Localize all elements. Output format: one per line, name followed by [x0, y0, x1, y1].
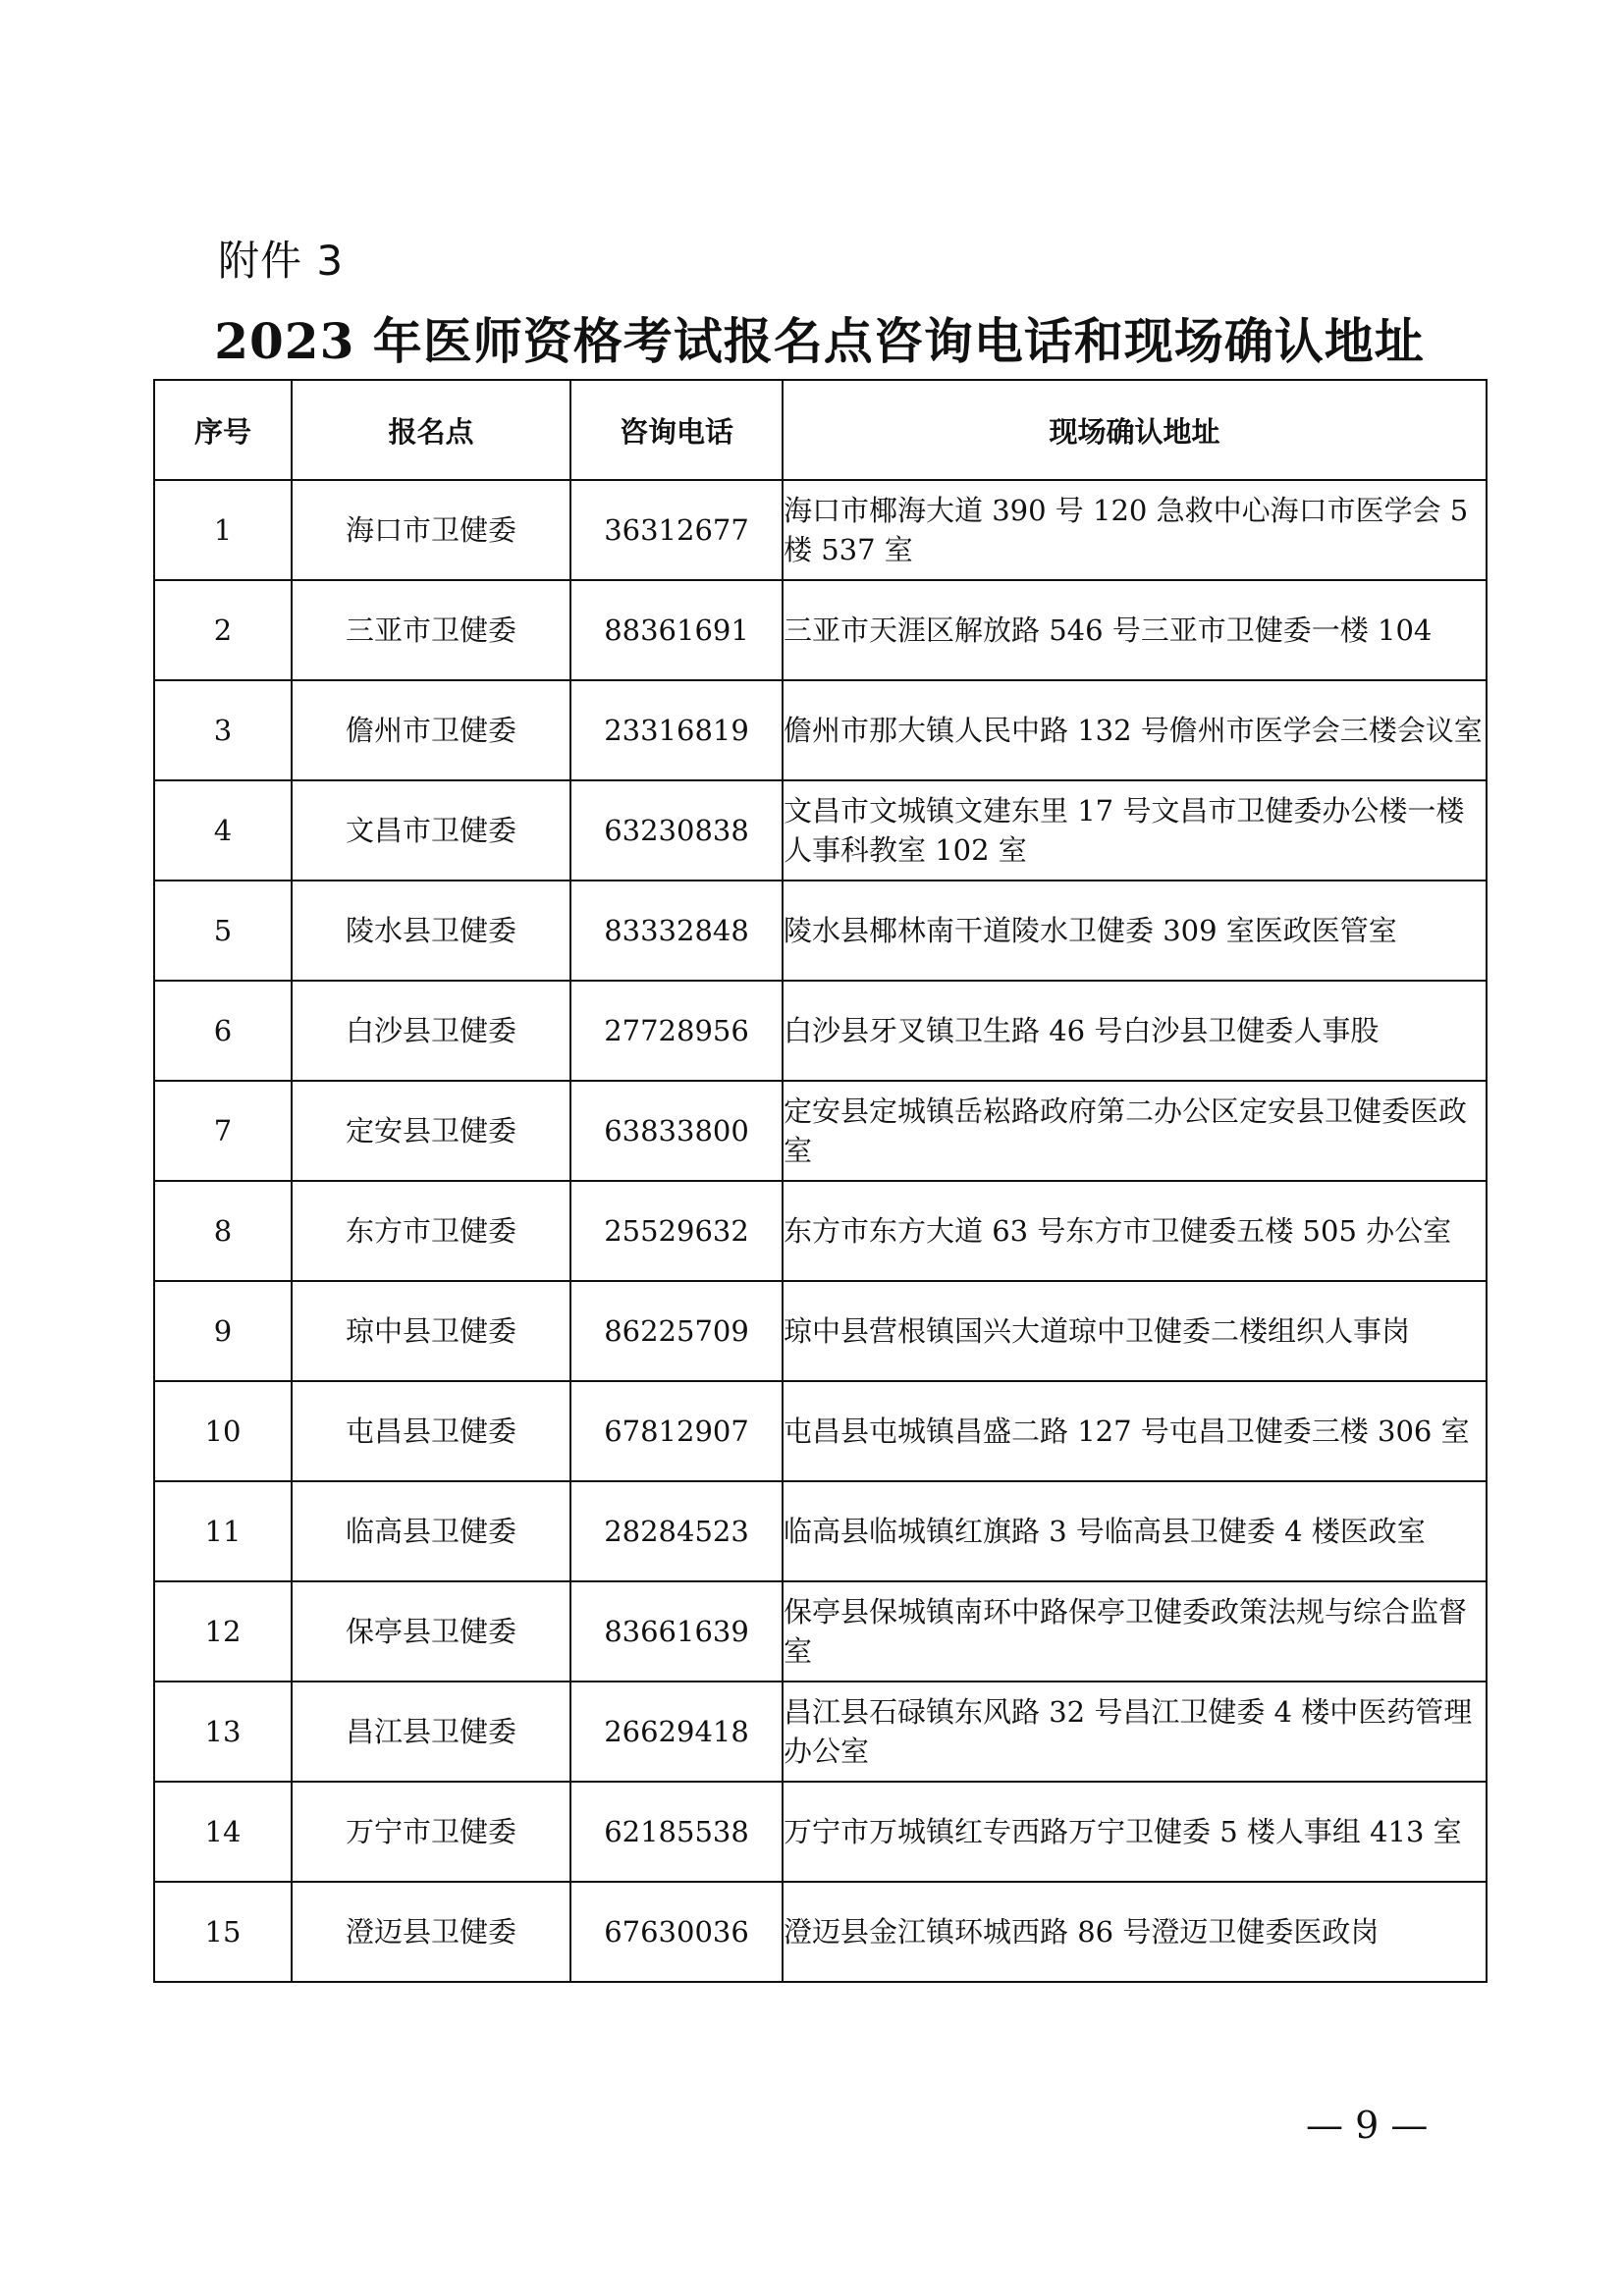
row-phone: 36312677 [570, 480, 783, 580]
row-address: 海口市椰海大道 390 号 120 急救中心海口市医学会 5 楼 537 室 [783, 480, 1487, 580]
row-site: 临高县卫健委 [292, 1481, 570, 1581]
row-phone: 26629418 [570, 1682, 783, 1782]
row-address: 琼中县营根镇国兴大道琼中卫健委二楼组织人事岗 [783, 1281, 1487, 1381]
row-no: 12 [154, 1581, 292, 1682]
table-header-row [154, 380, 1487, 480]
row-phone: 83661639 [570, 1581, 783, 1682]
table-row [154, 1381, 1487, 1481]
table-row [154, 580, 1487, 680]
row-phone: 23316819 [570, 680, 783, 780]
row-site: 定安县卫健委 [292, 1081, 570, 1181]
row-address: 东方市东方大道 63 号东方市卫健委五楼 505 办公室 [783, 1181, 1487, 1281]
row-site: 昌江县卫健委 [292, 1682, 570, 1782]
table-row [154, 1181, 1487, 1281]
row-no: 3 [154, 680, 292, 780]
table-row [154, 1782, 1487, 1882]
row-no: 5 [154, 881, 292, 981]
row-no: 15 [154, 1882, 292, 1982]
row-site: 儋州市卫健委 [292, 680, 570, 780]
row-address: 屯昌县屯城镇昌盛二路 127 号屯昌卫健委三楼 306 室 [783, 1381, 1487, 1481]
row-phone: 67812907 [570, 1381, 783, 1481]
row-phone: 25529632 [570, 1181, 783, 1281]
row-phone: 83332848 [570, 881, 783, 981]
header-no: 序号 [154, 380, 292, 480]
row-phone: 86225709 [570, 1281, 783, 1381]
table-row [154, 1682, 1487, 1782]
table-row [154, 881, 1487, 981]
row-address: 陵水县椰林南干道陵水卫健委 309 室医政医管室 [783, 881, 1487, 981]
row-phone: 88361691 [570, 580, 783, 680]
table-row [154, 1081, 1487, 1181]
row-address: 文昌市文城镇文建东里 17 号文昌市卫健委办公楼一楼人事科教室 102 室 [783, 780, 1487, 881]
row-address: 保亭县保城镇南环中路保亭卫健委政策法规与综合监督室 [783, 1581, 1487, 1682]
row-no: 4 [154, 780, 292, 881]
table-row [154, 1481, 1487, 1581]
row-no: 1 [154, 480, 292, 580]
row-address: 昌江县石碌镇东风路 32 号昌江卫健委 4 楼中医药管理办公室 [783, 1682, 1487, 1782]
row-site: 文昌市卫健委 [292, 780, 570, 881]
row-address: 三亚市天涯区解放路 546 号三亚市卫健委一楼 104 [783, 580, 1487, 680]
row-address: 定安县定城镇岳崧路政府第二办公区定安县卫健委医政室 [783, 1081, 1487, 1181]
row-no: 7 [154, 1081, 292, 1181]
row-site: 海口市卫健委 [292, 480, 570, 580]
registration-sites-table [153, 379, 1488, 1983]
document-title: 2023 年医师资格考试报名点咨询电话和现场确认地址 [214, 312, 1425, 370]
page-number: — 9 — [1306, 2104, 1429, 2147]
row-site: 万宁市卫健委 [292, 1782, 570, 1882]
row-address: 临高县临城镇红旗路 3 号临高县卫健委 4 楼医政室 [783, 1481, 1487, 1581]
header-site: 报名点 [292, 380, 570, 480]
table-row [154, 1882, 1487, 1982]
table-row [154, 680, 1487, 780]
row-no: 10 [154, 1381, 292, 1481]
row-site: 陵水县卫健委 [292, 881, 570, 981]
attachment-label: 附件 3 [218, 237, 345, 285]
row-phone: 27728956 [570, 981, 783, 1081]
row-site: 保亭县卫健委 [292, 1581, 570, 1682]
row-phone: 67630036 [570, 1882, 783, 1982]
row-phone: 63230838 [570, 780, 783, 881]
row-no: 13 [154, 1682, 292, 1782]
row-address: 万宁市万城镇红专西路万宁卫健委 5 楼人事组 413 室 [783, 1782, 1487, 1882]
row-address: 儋州市那大镇人民中路 132 号儋州市医学会三楼会议室 [783, 680, 1487, 780]
row-no: 2 [154, 580, 292, 680]
row-no: 8 [154, 1181, 292, 1281]
row-site: 琼中县卫健委 [292, 1281, 570, 1381]
row-no: 9 [154, 1281, 292, 1381]
table-row [154, 780, 1487, 881]
table-row [154, 981, 1487, 1081]
row-phone: 28284523 [570, 1481, 783, 1581]
row-site: 三亚市卫健委 [292, 580, 570, 680]
table-row [154, 1281, 1487, 1381]
row-no: 6 [154, 981, 292, 1081]
row-phone: 63833800 [570, 1081, 783, 1181]
header-address: 现场确认地址 [783, 380, 1487, 480]
row-no: 11 [154, 1481, 292, 1581]
table-row [154, 1581, 1487, 1682]
row-site: 澄迈县卫健委 [292, 1882, 570, 1982]
row-phone: 62185538 [570, 1782, 783, 1882]
row-no: 14 [154, 1782, 292, 1882]
row-address: 澄迈县金江镇环城西路 86 号澄迈卫健委医政岗 [783, 1882, 1487, 1982]
header-phone: 咨询电话 [570, 380, 783, 480]
table-row [154, 480, 1487, 580]
row-site: 白沙县卫健委 [292, 981, 570, 1081]
row-site: 屯昌县卫健委 [292, 1381, 570, 1481]
row-site: 东方市卫健委 [292, 1181, 570, 1281]
row-address: 白沙县牙叉镇卫生路 46 号白沙县卫健委人事股 [783, 981, 1487, 1081]
